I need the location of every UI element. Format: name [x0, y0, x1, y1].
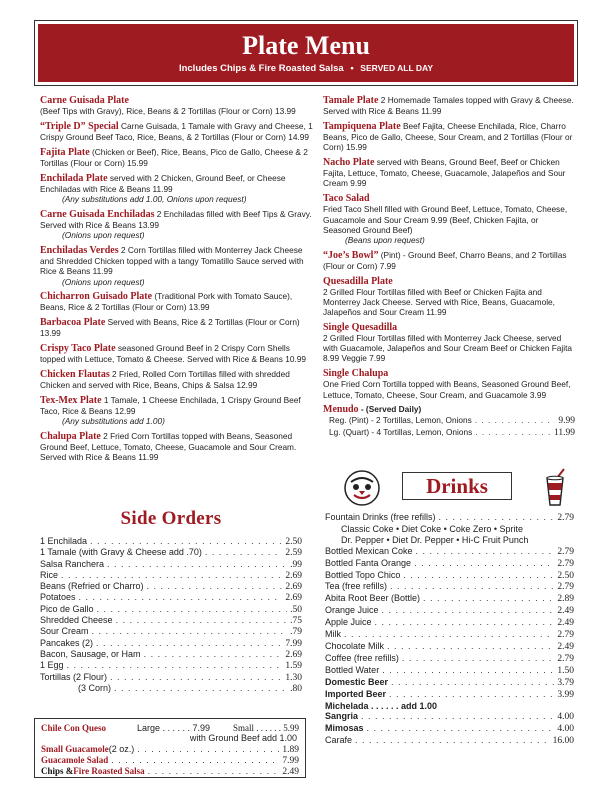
- item-name: Quesadilla Plate: [323, 275, 393, 287]
- side-order-row: [40, 615, 302, 626]
- menu-item: [40, 369, 315, 390]
- menu-item: [323, 157, 575, 189]
- drink-row: [325, 689, 574, 701]
- leader-dots: [391, 677, 554, 688]
- leader-dots: [148, 766, 280, 776]
- menudo-name: Menudo: [323, 404, 359, 416]
- leader-dots: [97, 604, 288, 614]
- chile-pepper-face-icon: [342, 468, 382, 508]
- drink-price: 2.49: [557, 641, 574, 652]
- subtitle-text: Includes Chips & Fire Roasted Salsa: [178, 63, 344, 74]
- side-orders-heading: Side Orders: [120, 508, 222, 529]
- menu-item: [40, 209, 315, 241]
- item-note: (Any substitutions add 1.00, Onions upon request): [62, 194, 247, 205]
- drink-price: 2.49: [557, 618, 574, 629]
- side-order-price: .99: [290, 559, 302, 570]
- fountain-row: [325, 512, 574, 524]
- queso-small: Small . . . . . . 5.99: [232, 723, 299, 733]
- michelada-label: Michelada . . . . . . add 1.00: [325, 700, 438, 711]
- side-order-label: 1 Enchilada: [40, 536, 88, 546]
- menu-item: [323, 250, 575, 271]
- drink-price: 4.00: [557, 724, 574, 735]
- side-order-price: .79: [290, 627, 302, 638]
- drink-row: [325, 711, 574, 723]
- menudo-item: [323, 404, 575, 438]
- side-order-price: 7.99: [285, 638, 302, 649]
- side-order-row: [40, 672, 302, 683]
- menudo-tag: - (Served Daily): [358, 404, 422, 415]
- leader-dots: [147, 581, 283, 591]
- drink-row: [325, 665, 574, 677]
- menu-item: [323, 368, 575, 400]
- leader-dots: [111, 755, 279, 765]
- item-description: 2 Fried Corn Tortillas topped with Beans, Seasoned Ground Beef, Lettuce, Tomato, Cheese, Guacamole and Sour Cream. Served with Rice & Beans 11.99: [40, 430, 297, 463]
- header-frame: [34, 20, 578, 86]
- item-description: (Pint) - Ground Beef, Charro Beans, and 2 Tortillas (Flour or Corn) 7.99: [323, 249, 567, 271]
- item-description: One Fried Corn Tortilla topped with Beans, Seasoned Ground Beef, Lettuce, Tomato, Cheese, Sour Cream, and Guacamole 3.99: [323, 379, 571, 400]
- menu-item: [323, 121, 575, 153]
- drink-price: 2.49: [557, 606, 574, 617]
- side-order-label: Sour Cream: [40, 626, 89, 637]
- leader-dots: [475, 427, 551, 437]
- drink-items: [325, 546, 574, 701]
- leader-dots: [110, 672, 282, 682]
- item-name: Barbacoa Plate: [40, 317, 106, 329]
- header-banner: [38, 24, 574, 82]
- side-order-label: (3 Corn): [78, 682, 112, 693]
- drink-label: Domestic Beer: [325, 676, 389, 687]
- item-name: Chicken Flautas: [40, 368, 110, 380]
- side-order-row: [40, 604, 302, 615]
- item-description: 2 Enchiladas filled with Beef Tips & Gravy. Served with Rice & Beans 13.99: [40, 208, 312, 231]
- drink-price: 2.79: [557, 582, 574, 593]
- item-description: 2 Homemade Tamales topped with Gravy & Cheese. Served with Rice & Beans 11.99: [323, 95, 574, 117]
- drink-row: [325, 641, 574, 653]
- leader-dots: [382, 605, 555, 616]
- drink-price: 1.50: [557, 665, 574, 676]
- item-description: (Beef Tips with Gravy), Rice, Beans & 2 Tortillas (Flour or Corn) 13.99: [40, 106, 296, 117]
- menu-item: [40, 147, 315, 168]
- box-item-price: 2.49: [282, 767, 299, 778]
- menu-item: [40, 173, 315, 205]
- item-description: served with 2 Chicken, Ground Beef, or Cheese Enchiladas with Rice & Beans 11.99: [40, 172, 286, 194]
- leader-dots: [116, 615, 288, 625]
- drink-price: 3.99: [557, 689, 574, 700]
- item-description: Fried Taco Shell filled with Ground Beef, Lettuce, Tomato, Cheese, Guacamole and Sour Cream 9.99 (Beef, Chicken Fajita, or Seasoned Ground Beef): [323, 204, 568, 235]
- leader-dots: [344, 629, 554, 640]
- box-item-suffix: (2 oz.): [108, 743, 135, 754]
- item-description: Served with Beans, Rice & 2 Tortillas (Flour or Corn) 13.99: [40, 317, 300, 339]
- item-name: Enchiladas Verdes: [40, 244, 119, 256]
- box-item-row: [41, 766, 299, 777]
- leader-dots: [67, 660, 283, 670]
- side-order-price: 2.69: [285, 570, 302, 581]
- menu-item: [40, 121, 315, 142]
- leader-dots: [423, 593, 554, 604]
- drink-label: Carafe: [325, 735, 353, 746]
- item-description: Carne Guisada, 1 Tamale with Gravy and Cheese, 1 Crispy Ground Beef Taco, Rice, Beans, & 2 Tortillas (Flour or Corn) 14.99: [40, 120, 313, 143]
- menudo-row: [329, 415, 575, 426]
- item-name: Nacho Plate: [323, 157, 375, 169]
- side-order-price: 2.50: [285, 537, 302, 547]
- item-name: Carne Guisada Plate: [40, 95, 129, 106]
- side-order-label: 1 Tamale (with Gravy & Cheese add .70): [40, 547, 202, 558]
- drink-price: 2.79: [557, 630, 574, 641]
- leader-dots: [414, 558, 554, 569]
- item-description: 2 Corn Tortillas filled with Monterrey Jack Cheese and Shredded Chicken topped with a tangy Tomatillo Sauce served with Rice & Beans 11.99: [40, 244, 304, 277]
- item-note: (Onions upon request): [62, 230, 145, 241]
- side-order-row: [40, 536, 302, 547]
- side-order-price: 2.69: [285, 649, 302, 660]
- leader-dots: [96, 638, 282, 648]
- leader-dots: [382, 665, 554, 676]
- item-description: Beef Fajita, Cheese Enchilada, Rice, Charro Beans, Pico de Gallo, Cheese, Sour Cream, and 2 Tortillas (Flour or Corn) 15.99: [323, 120, 573, 153]
- side-order-row: [40, 683, 302, 694]
- item-description: 1 Tamale, 1 Cheese Enchilada, 1 Crispy Ground Beef Taco, Rice & Beans 12.99: [40, 394, 301, 417]
- leader-dots: [389, 689, 554, 700]
- fountain-flavors-2: Dr. Pepper • Diet Dr. Pepper • Hi-C Fruit Punch: [341, 534, 529, 545]
- item-note: (Any substitutions add 1.00): [62, 416, 165, 427]
- side-order-price: .50: [290, 604, 302, 615]
- item-name: “Joe’s Bowl”: [323, 249, 379, 261]
- side-order-row: [40, 649, 302, 660]
- box-item-row: [41, 744, 299, 755]
- item-name: Tex-Mex Plate: [40, 394, 102, 406]
- item-name: Crispy Taco Plate: [40, 343, 116, 355]
- drink-label: Tea (free refills): [325, 581, 388, 592]
- drink-label: Apple Juice: [325, 617, 372, 628]
- drink-price: 4.00: [557, 712, 574, 723]
- side-order-label: 1 Egg: [40, 660, 64, 671]
- side-order-row: [40, 660, 302, 671]
- side-order-row: [40, 547, 302, 558]
- drink-price: 2.79: [557, 546, 574, 557]
- side-specials-box: [34, 718, 306, 778]
- leader-dots: [79, 592, 283, 602]
- menu-item: [40, 317, 315, 338]
- item-name: Single Quesadilla: [323, 321, 398, 333]
- drink-price: 2.89: [557, 594, 574, 605]
- side-order-row: [40, 570, 302, 581]
- queso-beef-row: [41, 733, 299, 743]
- drink-row: [325, 605, 574, 617]
- queso-beef: with Ground Beef add 1.00: [189, 733, 297, 744]
- item-name: Single Chalupa: [323, 368, 389, 380]
- item-name: Enchilada Plate: [40, 172, 108, 184]
- side-order-row: [40, 581, 302, 592]
- side-order-label: Salsa Ranchera: [40, 558, 105, 569]
- box-item-price: 7.99: [282, 755, 299, 766]
- side-order-row: [40, 626, 302, 637]
- item-description: served with Beans, Ground Beef, Beef or Chicken Fajita, Lettuce, Tomato, Cheese, Guacamole, Jalapeños and Sour Cream 9.99: [323, 157, 566, 189]
- side-order-label: Pico de Gallo: [40, 603, 94, 614]
- drink-label: Chocolate Milk: [325, 640, 385, 651]
- menudo-row: [329, 427, 575, 438]
- drink-label: Bottled Fanta Orange: [325, 557, 412, 568]
- side-order-price: 1.59: [285, 661, 302, 672]
- leader-dots: [205, 547, 282, 557]
- side-order-label: Beans (Refried or Charro): [40, 581, 144, 592]
- leader-dots: [367, 723, 555, 734]
- item-name: Tamale Plate: [323, 95, 379, 106]
- served-all-day: SERVED ALL DAY: [360, 63, 434, 73]
- page-subtitle: [38, 63, 574, 74]
- leader-dots: [114, 683, 287, 693]
- menu-item: [323, 276, 575, 318]
- side-order-price: 2.69: [285, 593, 302, 604]
- drink-label: Abita Root Beer (Bottle): [325, 593, 421, 604]
- side-order-label: Rice: [40, 569, 59, 580]
- fountain-price: 2.79: [557, 513, 574, 523]
- drink-price: 3.79: [557, 677, 574, 688]
- side-order-label: Pancakes (2): [40, 637, 94, 648]
- side-order-price: .75: [290, 616, 302, 627]
- leader-dots: [416, 546, 555, 557]
- drink-label: Milk: [325, 629, 341, 640]
- box-item-label: Guacamole Salad: [41, 754, 109, 765]
- menudo-label: Lg. (Quart) - 4 Tortillas, Lemon, Onions: [329, 426, 473, 437]
- item-name: “Triple D” Special: [40, 120, 119, 132]
- box-item-price: 1.89: [282, 744, 299, 755]
- leader-dots: [439, 512, 555, 523]
- leader-dots: [61, 570, 282, 580]
- side-order-price: 2.59: [285, 548, 302, 559]
- drink-row: [325, 629, 574, 641]
- item-description: seasoned Ground Beef in 2 Crispy Corn Shells topped with Lettuce, Tomato & Cheese. Served with Rice & Beans 10.99: [40, 343, 306, 365]
- queso-large: Large . . . . . . 7.99: [137, 723, 211, 733]
- leader-dots: [90, 536, 282, 546]
- leader-dots: [137, 744, 279, 754]
- side-order-row: [40, 638, 302, 649]
- michelada-row: [325, 701, 574, 712]
- drink-price: 2.79: [557, 653, 574, 664]
- drink-price: 16.00: [552, 736, 574, 747]
- drink-row: [325, 558, 574, 570]
- bullet-separator: •: [350, 63, 354, 74]
- side-order-price: .80: [290, 683, 302, 694]
- item-description: 2 Grilled Flour Tortillas filled with Monterrey Jack Cheese, served with Guacamole, Jalapeños and Sour Cream Beef or Chicken Fajita 8.99 Veggie 7.99: [323, 333, 573, 364]
- drinks-heading-box: [402, 472, 512, 500]
- leader-dots: [92, 626, 288, 636]
- leader-dots: [355, 735, 550, 746]
- box-item-label: Small Guacamole: [41, 743, 109, 754]
- side-order-price: 2.69: [285, 582, 302, 593]
- drink-cup-icon: [538, 468, 572, 508]
- side-order-label: Bacon, Sausage, or Ham: [40, 648, 141, 659]
- item-description: (Traditional Pork with Tomato Sauce), Beans, Rice & 2 Tortillas (Flour or Corn) 13.99: [40, 291, 293, 313]
- leader-dots: [387, 641, 554, 652]
- queso-row: [41, 723, 299, 733]
- item-name: Taco Salad: [323, 193, 370, 205]
- item-name: Chicharron Guisado Plate: [40, 291, 153, 303]
- side-order-label: Tortillas (2 Flour): [40, 671, 108, 682]
- drink-label: Orange Juice: [325, 605, 379, 616]
- leader-dots: [361, 711, 554, 722]
- menu-item: [40, 395, 315, 427]
- menu-item: [323, 193, 575, 245]
- menudo-price: 11.99: [553, 427, 575, 438]
- menudo-price: 9.99: [558, 416, 575, 427]
- queso-label: Chile Con Queso: [41, 723, 107, 733]
- leader-dots: [402, 653, 555, 664]
- drinks-list: [325, 512, 574, 747]
- item-name: Carne Guisada Enchiladas: [40, 208, 155, 220]
- item-note: (Onions upon request): [62, 276, 145, 287]
- box-item-row: [41, 755, 299, 766]
- leader-dots: [144, 649, 283, 659]
- item-description: 2 Fried, Rolled Corn Tortillas filled with shredded Chicken and served with Rice, Beans, Chips & Salsa 12.99: [40, 368, 290, 391]
- side-order-label: Potatoes: [40, 592, 76, 603]
- drinks-banner: [342, 468, 572, 508]
- side-orders-section: [40, 508, 302, 694]
- page-title: Plate Menu: [242, 31, 370, 60]
- side-order-row: [40, 559, 302, 570]
- drink-label: Coffee (free refills): [325, 652, 399, 663]
- drink-label: Bottled Water: [325, 664, 380, 675]
- side-order-price: 1.30: [285, 672, 302, 683]
- drink-row: [325, 617, 574, 629]
- drink-row: [325, 570, 574, 582]
- side-order-row: [40, 592, 302, 603]
- menu-item: [40, 95, 315, 116]
- drink-price: 2.50: [557, 570, 574, 581]
- item-note: (Beans upon request): [345, 234, 425, 245]
- item-description: 2 Grilled Flour Tortillas filled with Beef or Chicken Fajita and Monterrey Jack Cheese. Served with Rice, Beans, Guacamole, Jalapeños and Sour Cream 11.99: [323, 286, 555, 318]
- drink-label: Bottled Topo Chico: [325, 569, 401, 580]
- leader-dots: [107, 559, 287, 569]
- menu-item: [40, 431, 315, 463]
- fountain-flavors-1: Classic Coke • Diet Coke • Coke Zero • Sprite: [341, 523, 524, 534]
- drink-label: Imported Beer: [325, 688, 387, 699]
- fountain-label: Fountain Drinks (free refills): [325, 512, 436, 522]
- plates-left-column: [40, 95, 315, 467]
- item-description: (Chicken or Beef), Rice, Beans, Pico de Gallo, Cheese & 2 Tortillas (Flour or Corn) 15.99: [40, 146, 308, 169]
- drink-label: Mimosas: [325, 723, 364, 734]
- menu-item: [323, 322, 575, 364]
- drink-row: [325, 546, 574, 558]
- leader-dots: [375, 617, 555, 628]
- leader-dots: [475, 415, 556, 425]
- item-name: Tampiquena Plate: [323, 120, 401, 132]
- menu-item: [40, 245, 315, 287]
- drink-items-2: [325, 711, 574, 747]
- drink-price: 2.79: [557, 558, 574, 569]
- drink-row: [325, 653, 574, 665]
- menu-item: [40, 343, 315, 364]
- drink-row: [325, 677, 574, 689]
- drink-label: Bottled Mexican Coke: [325, 545, 413, 556]
- item-name: Chalupa Plate: [40, 430, 101, 442]
- plates-right-column: [323, 95, 575, 443]
- drink-row: [325, 735, 574, 747]
- drink-row: [325, 593, 574, 605]
- drink-label: Sangria: [325, 711, 359, 722]
- side-order-label: Shredded Cheese: [40, 615, 113, 626]
- box-item-label: Chips &: [41, 766, 74, 777]
- side-orders-list: [40, 536, 302, 694]
- menu-item: [323, 95, 575, 116]
- drinks-heading: Drinks: [426, 474, 488, 498]
- menu-item: [40, 291, 315, 312]
- drink-row: [325, 581, 574, 593]
- drink-row: [325, 723, 574, 735]
- box-item-suffix: Fire Roasted Salsa: [73, 766, 145, 777]
- side-box-items: [41, 744, 299, 778]
- menudo-label: Reg. (Pint) - 2 Tortillas, Lemon, Onions: [329, 415, 472, 426]
- item-name: Fajita Plate: [40, 146, 90, 158]
- leader-dots: [390, 581, 554, 592]
- leader-dots: [403, 570, 554, 581]
